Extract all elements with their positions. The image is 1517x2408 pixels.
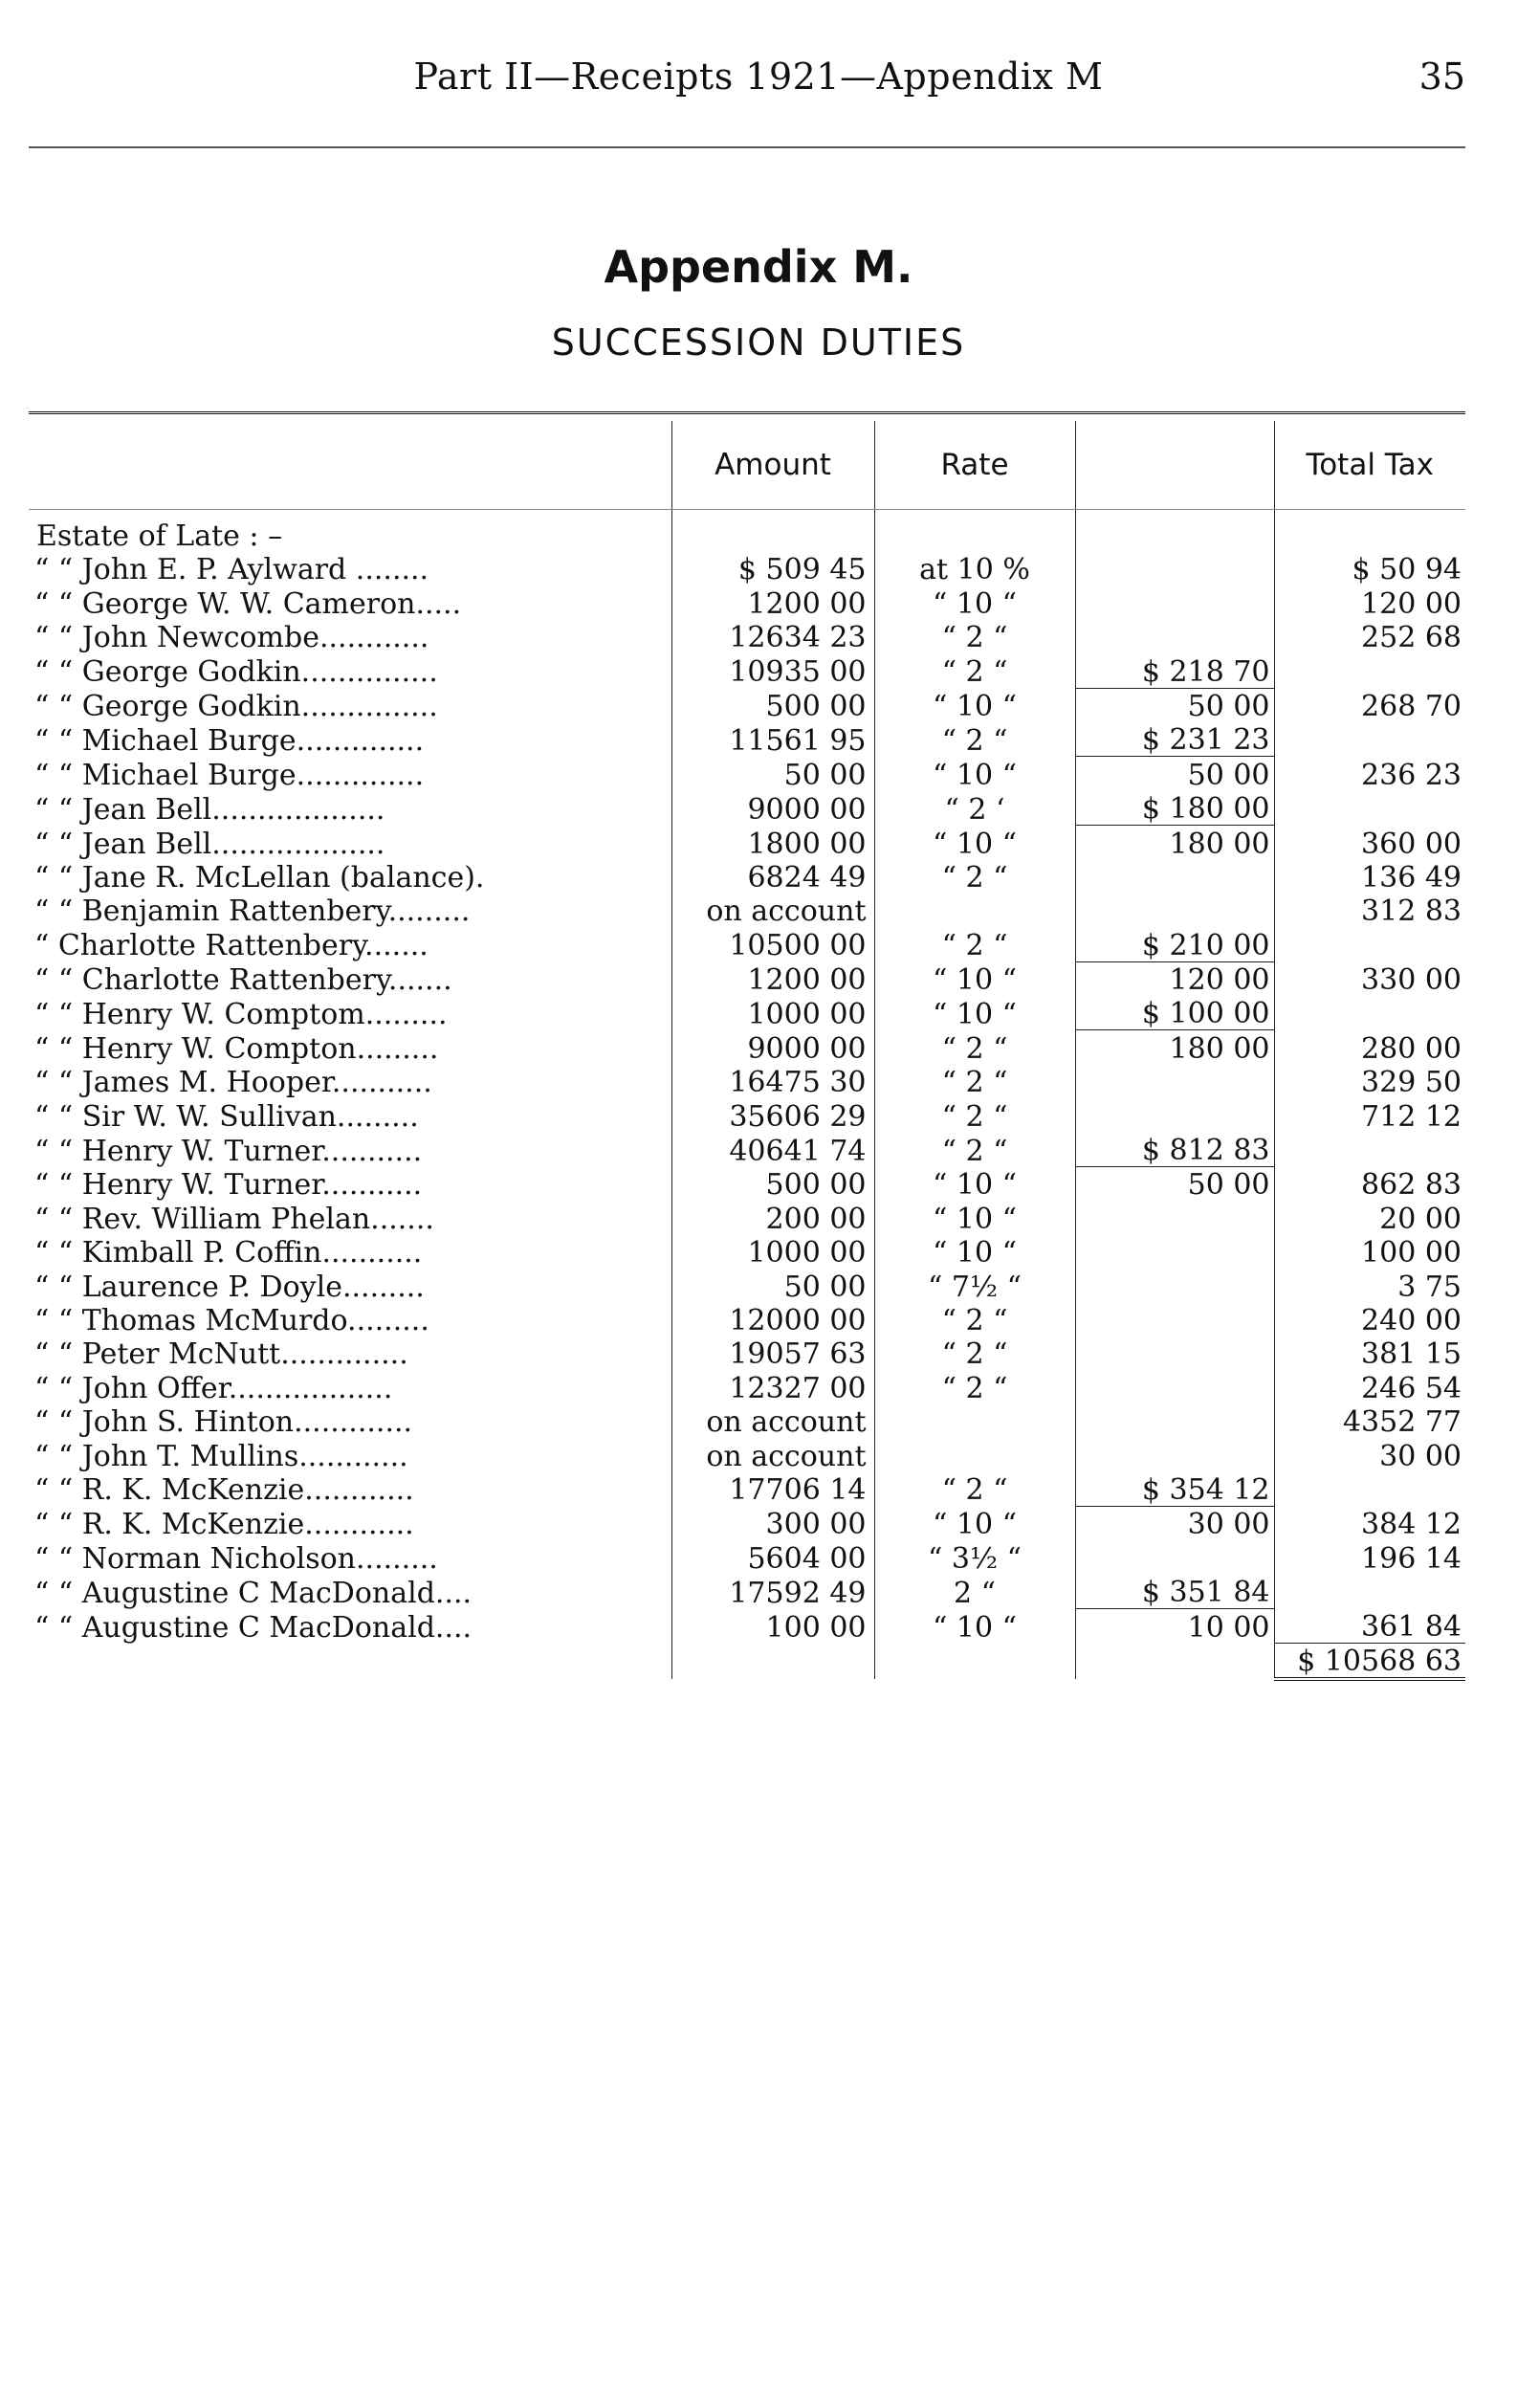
amount-cell: 1800 00 [671,826,874,860]
table-row [29,826,1465,860]
table-row [29,1303,1465,1337]
estate-label: Estate of Late : – [36,519,283,552]
table-row [29,722,1465,757]
grand-total-cell: $ 10568 63 [1274,1644,1465,1680]
rate-cell: “ 10 “ [933,963,1017,997]
total-tax-cell: 196 14 [1361,1541,1462,1575]
table-row [29,1337,1465,1370]
total-tax-cell: 268 70 [1361,689,1462,722]
table-row [29,927,1465,961]
estate-name-cell: “ “ Jean Bell................... [34,827,385,860]
rate-cell: “ 10 “ [933,1610,1017,1644]
total-tax-cell: 862 83 [1361,1168,1462,1202]
table-row [29,757,1465,791]
estate-name-cell: “ “ John E. P. Aylward ........ [34,553,429,586]
column-header-amount: Amount [671,421,874,510]
subtotal-cell [1075,1337,1274,1370]
rate-cell [874,894,1075,927]
subtotal-cell [1075,1540,1274,1574]
rate-cell: “ 2 “ [941,860,1008,894]
table-row [29,552,1465,585]
estate-name-cell: “ “ Michael Burge.............. [34,723,425,757]
total-tax-cell [1274,927,1465,961]
rate-cell: “ 7½ “ [928,1270,1022,1303]
amount-cell: 6824 49 [671,860,874,894]
table-row [29,585,1465,619]
amount-cell: 12634 23 [671,620,874,653]
rate-cell: “ 2 “ [941,1337,1008,1371]
amount-cell: 5604 00 [671,1540,874,1574]
amount-cell: 1200 00 [671,961,874,996]
rate-cell: “ 2 “ [941,1134,1008,1167]
table-row [29,1098,1465,1132]
subtotal-cell: 120 00 [1075,961,1274,996]
subtotal-cell: $ 231 23 [1075,722,1274,757]
total-tax-cell [1274,996,1465,1030]
total-tax-cell: 252 68 [1361,621,1462,654]
amount-cell: 12327 00 [671,1370,874,1403]
table-row [29,1167,1465,1202]
estate-name-cell: “ “ Augustine C MacDonald.... [34,1610,473,1644]
subtotal-cell: 50 00 [1075,757,1274,791]
estate-name-cell: “ “ Henry W. Turner........... [34,1134,423,1167]
amount-cell: 40641 74 [671,1133,874,1167]
estate-name-cell: “ “ Michael Burge.............. [34,758,425,791]
estate-name-cell: “ “ John T. Mullins............ [34,1439,408,1472]
table-row [29,653,1465,688]
estate-name-cell: “ “ Augustine C MacDonald.... [34,1576,473,1609]
rate-cell [874,1404,1075,1438]
table-row [29,688,1465,722]
table-row [29,996,1465,1030]
subtotal-cell: 50 00 [1075,1167,1274,1202]
table-row [29,1235,1465,1269]
estate-name-cell: “ “ Henry W. Compton......... [34,1031,439,1065]
amount-cell: 17706 14 [671,1472,874,1507]
estate-name-cell: “ “ Benjamin Rattenbery......... [34,895,471,928]
estate-name-cell: “ “ Thomas McMurdo......... [34,1303,429,1337]
amount-cell: 9000 00 [671,1030,874,1065]
rate-cell: “ 10 “ [933,689,1017,722]
estate-name-cell: “ “ Rev. William Phelan....... [34,1202,434,1235]
subtotal-cell [1075,1269,1274,1302]
estate-name-cell: “ “ Kimball P. Coffin........... [34,1236,423,1270]
table-row [29,1438,1465,1471]
subtotal-cell: 30 00 [1075,1506,1274,1540]
table-row [29,860,1465,894]
subtotal-cell [1075,1404,1274,1438]
grand-total-amt-cell [671,1644,874,1680]
estate-name-cell: “ “ George W. W. Cameron..... [34,586,462,620]
total-tax-cell: 236 23 [1361,758,1462,791]
estate-name-cell: “ “ Norman Nicholson......... [34,1541,438,1575]
rate-cell: “ 10 “ [933,1508,1017,1541]
subtotal-cell: $ 812 83 [1075,1133,1274,1167]
estate-name-cell: “ “ Charlotte Rattenbery....... [34,963,452,997]
subtotal-cell [1075,1438,1274,1471]
estate-name-cell: “ “ R. K. McKenzie............ [34,1508,414,1541]
table-row [29,1609,1465,1644]
total-tax-cell: 360 00 [1361,827,1462,860]
subtotal-cell [1075,1098,1274,1132]
subtotal-cell [1075,552,1274,585]
estate-label-rate-cell [874,510,1075,553]
amount-cell: 300 00 [671,1506,874,1540]
total-tax-cell [1274,791,1465,826]
table-row [29,1133,1465,1167]
page-number: 35 [1418,55,1465,98]
table-header-row [29,421,1465,510]
estate-label-row [29,510,1465,553]
rate-cell: “ 10 “ [933,827,1017,860]
subtotal-cell [1075,1201,1274,1234]
total-tax-cell: 384 12 [1361,1508,1462,1541]
total-tax-cell: 3 75 [1397,1270,1462,1303]
amount-cell: on account [671,894,874,927]
table-row [29,1472,1465,1507]
page-title: Appendix M. [604,241,913,293]
total-tax-cell [1274,1575,1465,1609]
rate-cell: “ 2 “ [941,929,1008,962]
estate-name-cell: “ “ Laurence P. Doyle......... [34,1270,425,1303]
estate-label-total-cell [1274,510,1465,553]
rate-cell: “ 3½ “ [928,1541,1022,1575]
total-tax-cell: 20 00 [1379,1202,1462,1235]
table-row [29,1575,1465,1609]
page-subtitle: SUCCESSION DUTIES [551,321,966,364]
rate-cell: “ 2 “ [941,1099,1008,1133]
subtotal-cell [1075,860,1274,894]
subtotal-cell: $ 100 00 [1075,996,1274,1030]
amount-cell: 500 00 [671,688,874,722]
estate-name-cell: “ “ Henry W. Turner........... [34,1168,423,1202]
estate-name-cell: “ “ Peter McNutt.............. [34,1337,408,1371]
rate-cell: “ 10 “ [933,1236,1017,1270]
table-row [29,620,1465,653]
subtotal-cell [1075,1235,1274,1269]
table-row [29,1404,1465,1438]
rate-cell: “ 2 “ [941,621,1008,654]
subtotal-cell [1075,585,1274,619]
total-tax-cell: 280 00 [1361,1031,1462,1065]
subtotal-cell: 50 00 [1075,688,1274,722]
amount-cell: 12000 00 [671,1303,874,1337]
rate-cell: “ 10 “ [933,1202,1017,1235]
total-tax-cell: 100 00 [1361,1236,1462,1270]
rate-cell: at 10 % [919,553,1030,586]
header-rule [29,146,1465,148]
subtotal-cell: $ 210 00 [1075,927,1274,961]
subtotal-cell [1075,1303,1274,1337]
rate-cell: “ 2 “ [941,1371,1008,1404]
rate-cell: “ 2 “ [941,723,1008,757]
table-row [29,1506,1465,1540]
total-tax-cell: 246 54 [1361,1371,1462,1404]
amount-cell: 50 00 [671,1269,874,1302]
amount-cell: 11561 95 [671,722,874,757]
estate-name-cell: “ “ Sir W. W. Sullivan......... [34,1099,419,1133]
subtotal-cell [1075,894,1274,927]
amount-cell: 1200 00 [671,585,874,619]
grand-total-name-cell [29,1644,671,1680]
amount-cell: 100 00 [671,1609,874,1644]
succession-duties-table [29,421,1465,1681]
estate-name-cell: “ “ Henry W. Comptom......... [34,997,448,1030]
amount-cell: 200 00 [671,1201,874,1234]
total-tax-cell: 4352 77 [1342,1405,1462,1439]
table-row [29,894,1465,927]
estate-name-cell: “ “ George Godkin............... [34,655,438,689]
estate-name-cell: “ “ R. K. McKenzie............ [34,1473,414,1507]
amount-cell: 17592 49 [671,1575,874,1609]
rate-cell: “ 10 “ [933,586,1017,620]
table-row [29,961,1465,996]
amount-cell: 10935 00 [671,653,874,688]
rate-cell: “ 10 “ [933,1168,1017,1202]
grand-total-rate-cell [874,1644,1075,1680]
column-header-total-tax: Total Tax [1274,421,1465,510]
subtotal-cell: 180 00 [1075,1030,1274,1065]
total-tax-cell [1274,1133,1465,1167]
amount-cell: 16475 30 [671,1065,874,1098]
estate-name-cell: “ “ Jane R. McLellan (balance). [34,860,485,894]
total-tax-cell: 712 12 [1361,1099,1462,1133]
rate-cell: “ 2 “ [941,1031,1008,1065]
total-tax-cell [1274,1472,1465,1507]
amount-cell: 10500 00 [671,927,874,961]
amount-cell: 1000 00 [671,1235,874,1269]
total-tax-cell [1274,722,1465,757]
rate-cell: “ 2 “ [941,1473,1008,1507]
rate-cell: “ 10 “ [933,997,1017,1030]
estate-name-cell: “ “ John S. Hinton............. [34,1405,413,1439]
table-top-rule [29,411,1465,420]
amount-cell: 1000 00 [671,996,874,1030]
subtotal-cell [1075,1370,1274,1403]
subtotal-cell: $ 180 00 [1075,791,1274,826]
table-row [29,1030,1465,1065]
amount-cell: 19057 63 [671,1337,874,1370]
rate-cell: 2 “ [954,1576,996,1609]
estate-name-cell: “ “ Jean Bell................... [34,792,385,826]
amount-cell: $ 509 45 [671,552,874,585]
amount-cell: 50 00 [671,757,874,791]
total-tax-cell: 312 83 [1361,895,1462,928]
total-tax-cell: 329 50 [1361,1066,1462,1099]
amount-cell: on account [671,1438,874,1471]
column-header-name [29,421,671,510]
table-row [29,1540,1465,1574]
grand-total-row [29,1644,1465,1680]
amount-cell: 500 00 [671,1167,874,1202]
subtotal-cell: $ 354 12 [1075,1472,1274,1507]
total-tax-cell: 330 00 [1361,963,1462,997]
rate-cell: “ 2 “ [941,1066,1008,1099]
total-tax-cell: 361 84 [1361,1610,1462,1644]
running-head: Part II—Receipts 1921—Appendix M [413,55,1104,98]
grand-total-sub-cell [1075,1644,1274,1680]
estate-name-cell: “ “ George Godkin............... [34,689,438,722]
total-tax-cell: 381 15 [1361,1337,1462,1371]
rate-cell [874,1438,1075,1471]
table-row [29,1201,1465,1234]
rate-cell: “ 2 “ [941,655,1008,689]
table-body [29,510,1465,1680]
rate-cell: “ 2 “ [941,1303,1008,1337]
estate-name-cell: “ Charlotte Rattenbery....... [34,929,429,962]
amount-cell: on account [671,1404,874,1438]
estate-label-subtotal-cell [1075,510,1274,553]
estate-name-cell: “ “ James M. Hooper........... [34,1066,432,1099]
subtotal-cell: 180 00 [1075,826,1274,860]
total-tax-cell: 240 00 [1361,1303,1462,1337]
table-row [29,1370,1465,1403]
table-row [29,791,1465,826]
total-tax-cell: $ 50 94 [1352,553,1462,586]
column-header-subtotal [1075,421,1274,510]
rate-cell: “ 2 ‘ [944,792,1005,826]
subtotal-cell [1075,620,1274,653]
total-tax-cell: 120 00 [1361,586,1462,620]
total-tax-cell: 30 00 [1379,1439,1462,1472]
subtotal-cell: $ 218 70 [1075,653,1274,688]
total-tax-cell: 136 49 [1361,860,1462,894]
rate-cell: “ 10 “ [933,758,1017,791]
estate-label-amount-cell [671,510,874,553]
table-row [29,1065,1465,1098]
amount-cell: 35606 29 [671,1098,874,1132]
estate-name-cell: “ “ John Offer.................. [34,1371,393,1404]
succession-duties-table-wrap [29,421,1465,1722]
total-tax-cell [1274,653,1465,688]
column-header-rate: Rate [874,421,1075,510]
estate-name-cell: “ “ John Newcombe............ [34,621,429,654]
subtotal-cell: 10 00 [1075,1609,1274,1644]
subtotal-cell [1075,1065,1274,1098]
table-row [29,1269,1465,1302]
subtotal-cell: $ 351 84 [1075,1575,1274,1609]
amount-cell: 9000 00 [671,791,874,826]
